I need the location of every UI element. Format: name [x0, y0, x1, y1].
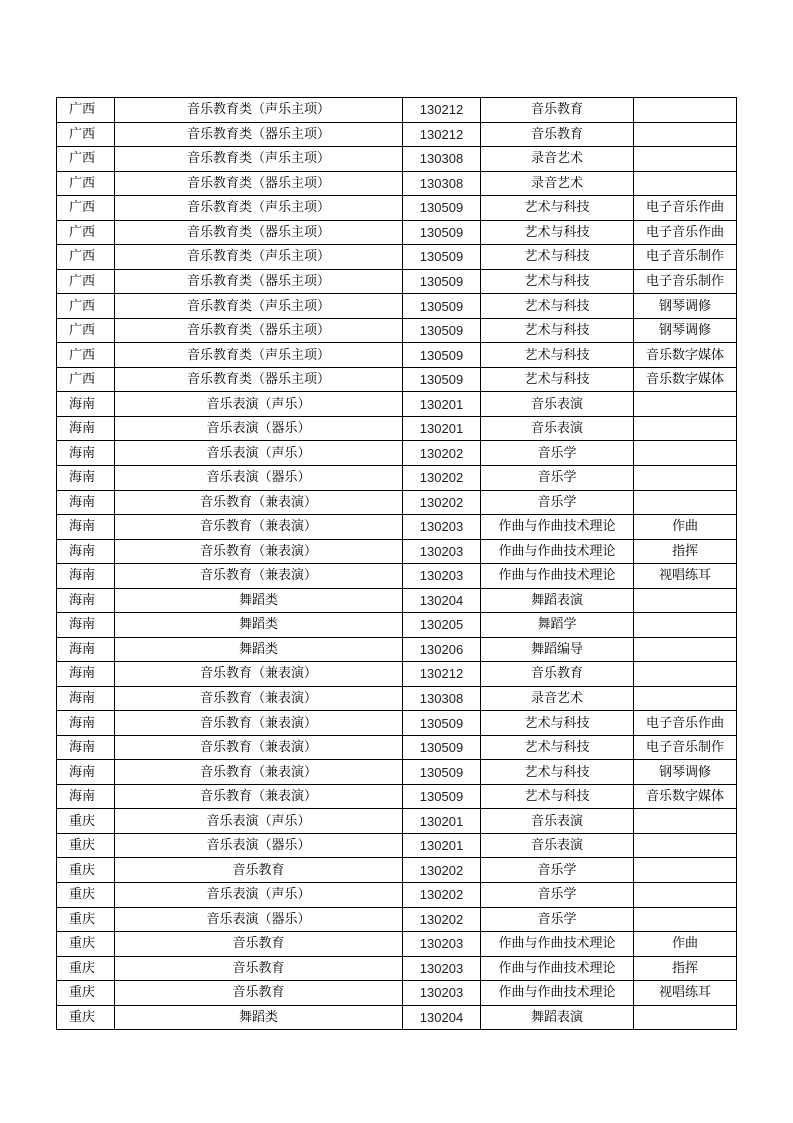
direction-cell	[634, 490, 737, 515]
table-row	[57, 760, 737, 785]
province-cell: 重庆	[57, 907, 115, 932]
table-row	[57, 539, 737, 564]
direction-cell	[634, 686, 737, 711]
major-name-cell: 录音艺术	[481, 686, 634, 711]
direction-cell: 指挥	[634, 956, 737, 981]
direction-cell: 作曲	[634, 515, 737, 540]
table-row	[57, 515, 737, 540]
direction-cell: 钢琴调修	[634, 760, 737, 785]
major-code-cell: 130201	[403, 809, 481, 834]
major-code-cell: 130509	[403, 294, 481, 319]
major-code-cell: 130509	[403, 196, 481, 221]
major-code-cell: 130308	[403, 171, 481, 196]
major-name-cell: 艺术与科技	[481, 294, 634, 319]
province-cell: 广西	[57, 367, 115, 392]
table-row	[57, 981, 737, 1006]
major-name-cell: 音乐学	[481, 441, 634, 466]
table-row	[57, 588, 737, 613]
province-cell: 海南	[57, 662, 115, 687]
exam-category-cell: 音乐表演（声乐）	[115, 441, 403, 466]
major-name-cell: 艺术与科技	[481, 196, 634, 221]
table-row	[57, 318, 737, 343]
major-name-cell: 舞蹈编导	[481, 637, 634, 662]
province-cell: 广西	[57, 122, 115, 147]
province-cell: 广西	[57, 294, 115, 319]
major-code-cell: 130509	[403, 367, 481, 392]
province-cell: 海南	[57, 441, 115, 466]
table-row	[57, 686, 737, 711]
province-cell: 海南	[57, 539, 115, 564]
admission-table	[56, 97, 737, 1030]
exam-category-cell: 音乐表演（器乐）	[115, 416, 403, 441]
major-name-cell: 音乐学	[481, 907, 634, 932]
table-row	[57, 711, 737, 736]
major-name-cell: 音乐表演	[481, 809, 634, 834]
exam-category-cell: 音乐教育类（器乐主项）	[115, 367, 403, 392]
major-name-cell: 音乐学	[481, 490, 634, 515]
major-name-cell: 作曲与作曲技术理论	[481, 564, 634, 589]
province-cell: 海南	[57, 686, 115, 711]
direction-cell	[634, 907, 737, 932]
major-code-cell: 130202	[403, 883, 481, 908]
major-code-cell: 130509	[403, 220, 481, 245]
major-name-cell: 艺术与科技	[481, 318, 634, 343]
exam-category-cell: 音乐教育（兼表演）	[115, 784, 403, 809]
major-name-cell: 舞蹈表演	[481, 1005, 634, 1030]
province-cell: 广西	[57, 245, 115, 270]
major-name-cell: 录音艺术	[481, 147, 634, 172]
exam-category-cell: 音乐教育（兼表演）	[115, 564, 403, 589]
province-cell: 广西	[57, 343, 115, 368]
exam-category-cell: 音乐教育类（声乐主项）	[115, 294, 403, 319]
province-cell: 海南	[57, 588, 115, 613]
exam-category-cell: 音乐教育	[115, 981, 403, 1006]
exam-category-cell: 音乐表演（器乐）	[115, 465, 403, 490]
exam-category-cell: 舞蹈类	[115, 588, 403, 613]
table-row	[57, 932, 737, 957]
exam-category-cell: 舞蹈类	[115, 1005, 403, 1030]
province-cell: 海南	[57, 490, 115, 515]
major-name-cell: 作曲与作曲技术理论	[481, 539, 634, 564]
direction-cell: 钢琴调修	[634, 294, 737, 319]
table-body	[57, 98, 737, 1030]
direction-cell: 音乐数字媒体	[634, 343, 737, 368]
major-name-cell: 音乐学	[481, 883, 634, 908]
table-row	[57, 147, 737, 172]
table-row	[57, 809, 737, 834]
table-row	[57, 613, 737, 638]
major-code-cell: 130201	[403, 833, 481, 858]
major-name-cell: 艺术与科技	[481, 711, 634, 736]
major-name-cell: 作曲与作曲技术理论	[481, 956, 634, 981]
exam-category-cell: 音乐教育（兼表演）	[115, 662, 403, 687]
province-cell: 重庆	[57, 981, 115, 1006]
major-name-cell: 作曲与作曲技术理论	[481, 932, 634, 957]
major-code-cell: 130204	[403, 588, 481, 613]
direction-cell: 电子音乐制作	[634, 735, 737, 760]
major-code-cell: 130509	[403, 760, 481, 785]
major-code-cell: 130212	[403, 98, 481, 123]
exam-category-cell: 音乐教育类（器乐主项）	[115, 269, 403, 294]
major-code-cell: 130509	[403, 269, 481, 294]
exam-category-cell: 音乐教育类（器乐主项）	[115, 220, 403, 245]
table-row	[57, 858, 737, 883]
direction-cell: 电子音乐制作	[634, 245, 737, 270]
table-row	[57, 662, 737, 687]
table-row	[57, 196, 737, 221]
exam-category-cell: 音乐教育类（声乐主项）	[115, 245, 403, 270]
major-code-cell: 130203	[403, 539, 481, 564]
province-cell: 广西	[57, 147, 115, 172]
major-code-cell: 130201	[403, 416, 481, 441]
province-cell: 广西	[57, 171, 115, 196]
province-cell: 重庆	[57, 858, 115, 883]
province-cell: 重庆	[57, 883, 115, 908]
major-code-cell: 130206	[403, 637, 481, 662]
major-code-cell: 130203	[403, 981, 481, 1006]
province-cell: 海南	[57, 613, 115, 638]
major-name-cell: 音乐表演	[481, 416, 634, 441]
province-cell: 重庆	[57, 833, 115, 858]
province-cell: 广西	[57, 269, 115, 294]
exam-category-cell: 音乐表演（声乐）	[115, 809, 403, 834]
table-row	[57, 956, 737, 981]
major-name-cell: 作曲与作曲技术理论	[481, 515, 634, 540]
table-row	[57, 416, 737, 441]
major-name-cell: 舞蹈表演	[481, 588, 634, 613]
province-cell: 海南	[57, 784, 115, 809]
direction-cell	[634, 809, 737, 834]
exam-category-cell: 音乐教育类（声乐主项）	[115, 196, 403, 221]
exam-category-cell: 音乐教育（兼表演）	[115, 735, 403, 760]
direction-cell	[634, 392, 737, 417]
province-cell: 广西	[57, 220, 115, 245]
table-row	[57, 564, 737, 589]
direction-cell	[634, 147, 737, 172]
exam-category-cell: 音乐教育类（器乐主项）	[115, 122, 403, 147]
province-cell: 海南	[57, 760, 115, 785]
exam-category-cell: 音乐教育	[115, 858, 403, 883]
major-name-cell: 音乐教育	[481, 98, 634, 123]
direction-cell	[634, 637, 737, 662]
major-name-cell: 音乐表演	[481, 392, 634, 417]
major-name-cell: 音乐表演	[481, 833, 634, 858]
direction-cell: 音乐数字媒体	[634, 784, 737, 809]
direction-cell	[634, 441, 737, 466]
major-code-cell: 130308	[403, 147, 481, 172]
major-name-cell: 音乐学	[481, 465, 634, 490]
direction-cell: 视唱练耳	[634, 981, 737, 1006]
table-row	[57, 269, 737, 294]
direction-cell	[634, 588, 737, 613]
exam-category-cell: 音乐教育（兼表演）	[115, 760, 403, 785]
table-row	[57, 392, 737, 417]
major-name-cell: 音乐教育	[481, 122, 634, 147]
major-name-cell: 艺术与科技	[481, 220, 634, 245]
exam-category-cell: 音乐表演（声乐）	[115, 883, 403, 908]
major-name-cell: 艺术与科技	[481, 760, 634, 785]
direction-cell	[634, 171, 737, 196]
exam-category-cell: 音乐教育	[115, 956, 403, 981]
direction-cell	[634, 122, 737, 147]
exam-category-cell: 音乐教育类（声乐主项）	[115, 98, 403, 123]
province-cell: 重庆	[57, 932, 115, 957]
major-code-cell: 130202	[403, 858, 481, 883]
direction-cell	[634, 416, 737, 441]
major-code-cell: 130203	[403, 564, 481, 589]
province-cell: 海南	[57, 465, 115, 490]
major-code-cell: 130509	[403, 343, 481, 368]
direction-cell: 电子音乐制作	[634, 269, 737, 294]
direction-cell	[634, 833, 737, 858]
exam-category-cell: 音乐教育（兼表演）	[115, 490, 403, 515]
major-code-cell: 130202	[403, 490, 481, 515]
major-code-cell: 130212	[403, 662, 481, 687]
exam-category-cell: 音乐教育（兼表演）	[115, 711, 403, 736]
province-cell: 广西	[57, 318, 115, 343]
direction-cell	[634, 613, 737, 638]
major-name-cell: 艺术与科技	[481, 367, 634, 392]
exam-category-cell: 音乐教育（兼表演）	[115, 539, 403, 564]
major-code-cell: 130203	[403, 515, 481, 540]
major-name-cell: 艺术与科技	[481, 245, 634, 270]
major-code-cell: 130203	[403, 956, 481, 981]
table-row	[57, 245, 737, 270]
major-code-cell: 130202	[403, 465, 481, 490]
exam-category-cell: 音乐教育（兼表演）	[115, 686, 403, 711]
table-row	[57, 441, 737, 466]
major-code-cell: 130205	[403, 613, 481, 638]
major-name-cell: 音乐教育	[481, 662, 634, 687]
exam-category-cell: 音乐教育类（器乐主项）	[115, 318, 403, 343]
province-cell: 海南	[57, 416, 115, 441]
table-row	[57, 907, 737, 932]
table-row	[57, 465, 737, 490]
major-code-cell: 130509	[403, 711, 481, 736]
table-row	[57, 1005, 737, 1030]
province-cell: 广西	[57, 196, 115, 221]
major-name-cell: 音乐学	[481, 858, 634, 883]
major-code-cell: 130509	[403, 784, 481, 809]
major-code-cell: 130509	[403, 735, 481, 760]
table-row	[57, 367, 737, 392]
table-row	[57, 784, 737, 809]
table-row	[57, 833, 737, 858]
province-cell: 海南	[57, 711, 115, 736]
major-name-cell: 艺术与科技	[481, 269, 634, 294]
major-name-cell: 作曲与作曲技术理论	[481, 981, 634, 1006]
direction-cell: 指挥	[634, 539, 737, 564]
province-cell: 广西	[57, 98, 115, 123]
major-code-cell: 130204	[403, 1005, 481, 1030]
table-row	[57, 171, 737, 196]
direction-cell: 电子音乐作曲	[634, 220, 737, 245]
exam-category-cell: 音乐教育类（器乐主项）	[115, 171, 403, 196]
major-name-cell: 舞蹈学	[481, 613, 634, 638]
direction-cell: 电子音乐作曲	[634, 711, 737, 736]
direction-cell: 音乐数字媒体	[634, 367, 737, 392]
exam-category-cell: 音乐表演（器乐）	[115, 833, 403, 858]
province-cell: 重庆	[57, 809, 115, 834]
direction-cell: 作曲	[634, 932, 737, 957]
province-cell: 海南	[57, 515, 115, 540]
exam-category-cell: 音乐教育类（声乐主项）	[115, 147, 403, 172]
table-row	[57, 735, 737, 760]
direction-cell: 视唱练耳	[634, 564, 737, 589]
exam-category-cell: 音乐教育（兼表演）	[115, 515, 403, 540]
direction-cell	[634, 98, 737, 123]
province-cell: 重庆	[57, 956, 115, 981]
major-code-cell: 130308	[403, 686, 481, 711]
major-name-cell: 艺术与科技	[481, 343, 634, 368]
major-code-cell: 130202	[403, 907, 481, 932]
major-code-cell: 130212	[403, 122, 481, 147]
table-row	[57, 883, 737, 908]
table-row	[57, 122, 737, 147]
direction-cell	[634, 858, 737, 883]
major-code-cell: 130509	[403, 245, 481, 270]
table-row	[57, 98, 737, 123]
province-cell: 海南	[57, 637, 115, 662]
province-cell: 海南	[57, 392, 115, 417]
exam-category-cell: 音乐教育	[115, 932, 403, 957]
exam-category-cell: 音乐教育类（声乐主项）	[115, 343, 403, 368]
major-code-cell: 130202	[403, 441, 481, 466]
major-name-cell: 录音艺术	[481, 171, 634, 196]
province-cell: 海南	[57, 564, 115, 589]
table-row	[57, 294, 737, 319]
direction-cell	[634, 1005, 737, 1030]
table-row	[57, 490, 737, 515]
province-cell: 重庆	[57, 1005, 115, 1030]
direction-cell	[634, 883, 737, 908]
exam-category-cell: 音乐表演（声乐）	[115, 392, 403, 417]
exam-category-cell: 舞蹈类	[115, 637, 403, 662]
direction-cell: 钢琴调修	[634, 318, 737, 343]
major-name-cell: 艺术与科技	[481, 784, 634, 809]
major-name-cell: 艺术与科技	[481, 735, 634, 760]
table-row	[57, 343, 737, 368]
direction-cell	[634, 465, 737, 490]
table-row	[57, 220, 737, 245]
exam-category-cell: 音乐表演（器乐）	[115, 907, 403, 932]
table-row	[57, 637, 737, 662]
major-code-cell: 130203	[403, 932, 481, 957]
major-code-cell: 130201	[403, 392, 481, 417]
direction-cell: 电子音乐作曲	[634, 196, 737, 221]
major-code-cell: 130509	[403, 318, 481, 343]
province-cell: 海南	[57, 735, 115, 760]
exam-category-cell: 舞蹈类	[115, 613, 403, 638]
direction-cell	[634, 662, 737, 687]
